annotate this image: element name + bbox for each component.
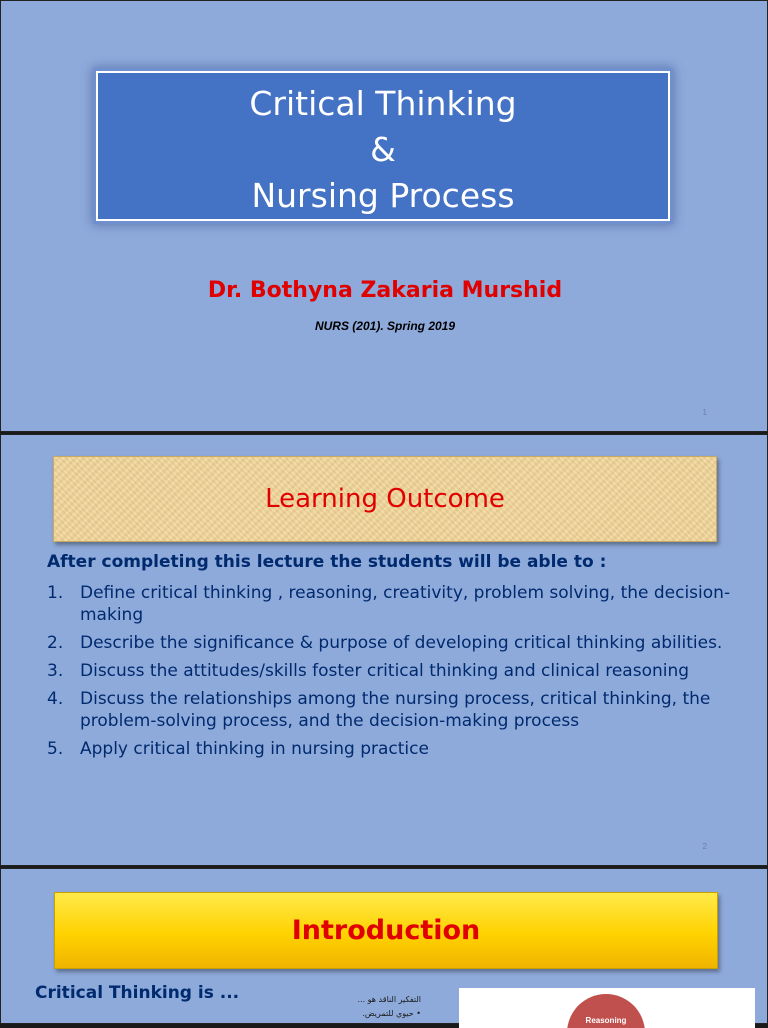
diagram-image bbox=[459, 988, 755, 1028]
arabic-line-1: التفكير الناقد هو ... bbox=[357, 995, 421, 1004]
item-text: Discuss the attitudes/skills foster critical thinking and clinical reasoning bbox=[80, 661, 690, 681]
title-line-1: Critical Thinking bbox=[249, 84, 517, 123]
slide-number: 2 bbox=[702, 842, 707, 851]
author-name: Dr. Bothyna Zakaria Murshid bbox=[207, 278, 563, 303]
slide-title bbox=[0, 0, 768, 432]
item-number: 5. bbox=[47, 739, 64, 759]
introduction-banner: Introduction bbox=[54, 892, 718, 969]
item-text: Apply critical thinking in nursing practice bbox=[80, 739, 429, 759]
learning-outcome-banner: Learning Outcome bbox=[53, 456, 717, 542]
reasoning-label: Reasoning bbox=[585, 1016, 627, 1025]
arabic-text bbox=[301, 993, 421, 1021]
item-number: 2. bbox=[47, 633, 64, 653]
item-number: 3. bbox=[47, 661, 64, 681]
item-text: Describe the significance & purpose of developing critical thinking abilities. bbox=[80, 633, 723, 653]
outcome-list bbox=[47, 582, 737, 766]
list-item bbox=[47, 582, 737, 626]
arabic-line-2: • حيوي للتمريض. bbox=[362, 1009, 421, 1018]
item-number: 1. bbox=[47, 583, 64, 603]
reasoning-circle bbox=[567, 994, 645, 1028]
slide-introduction bbox=[0, 868, 768, 1024]
list-item bbox=[47, 632, 737, 654]
item-text: Discuss the relationships among the nursing process, critical thinking, the problem-solving process, and the decision-making process bbox=[80, 689, 711, 731]
item-number: 4. bbox=[47, 689, 64, 709]
course-info: NURS (201). Spring 2019 bbox=[314, 319, 456, 333]
lead-text: After completing this lecture the students will be able to : bbox=[47, 552, 607, 572]
title-line-2: & bbox=[370, 130, 396, 169]
title-line-3: Nursing Process bbox=[251, 176, 515, 215]
slide-learning-outcome bbox=[0, 434, 768, 866]
title-box bbox=[96, 71, 670, 221]
item-text: Define critical thinking , reasoning, creativity, problem solving, the decision-making bbox=[80, 583, 731, 625]
list-item bbox=[47, 738, 737, 760]
list-item bbox=[47, 688, 737, 732]
critical-thinking-is-text: Critical Thinking is ... bbox=[35, 983, 240, 1003]
slide-number: 1 bbox=[702, 408, 707, 417]
list-item bbox=[47, 660, 737, 682]
